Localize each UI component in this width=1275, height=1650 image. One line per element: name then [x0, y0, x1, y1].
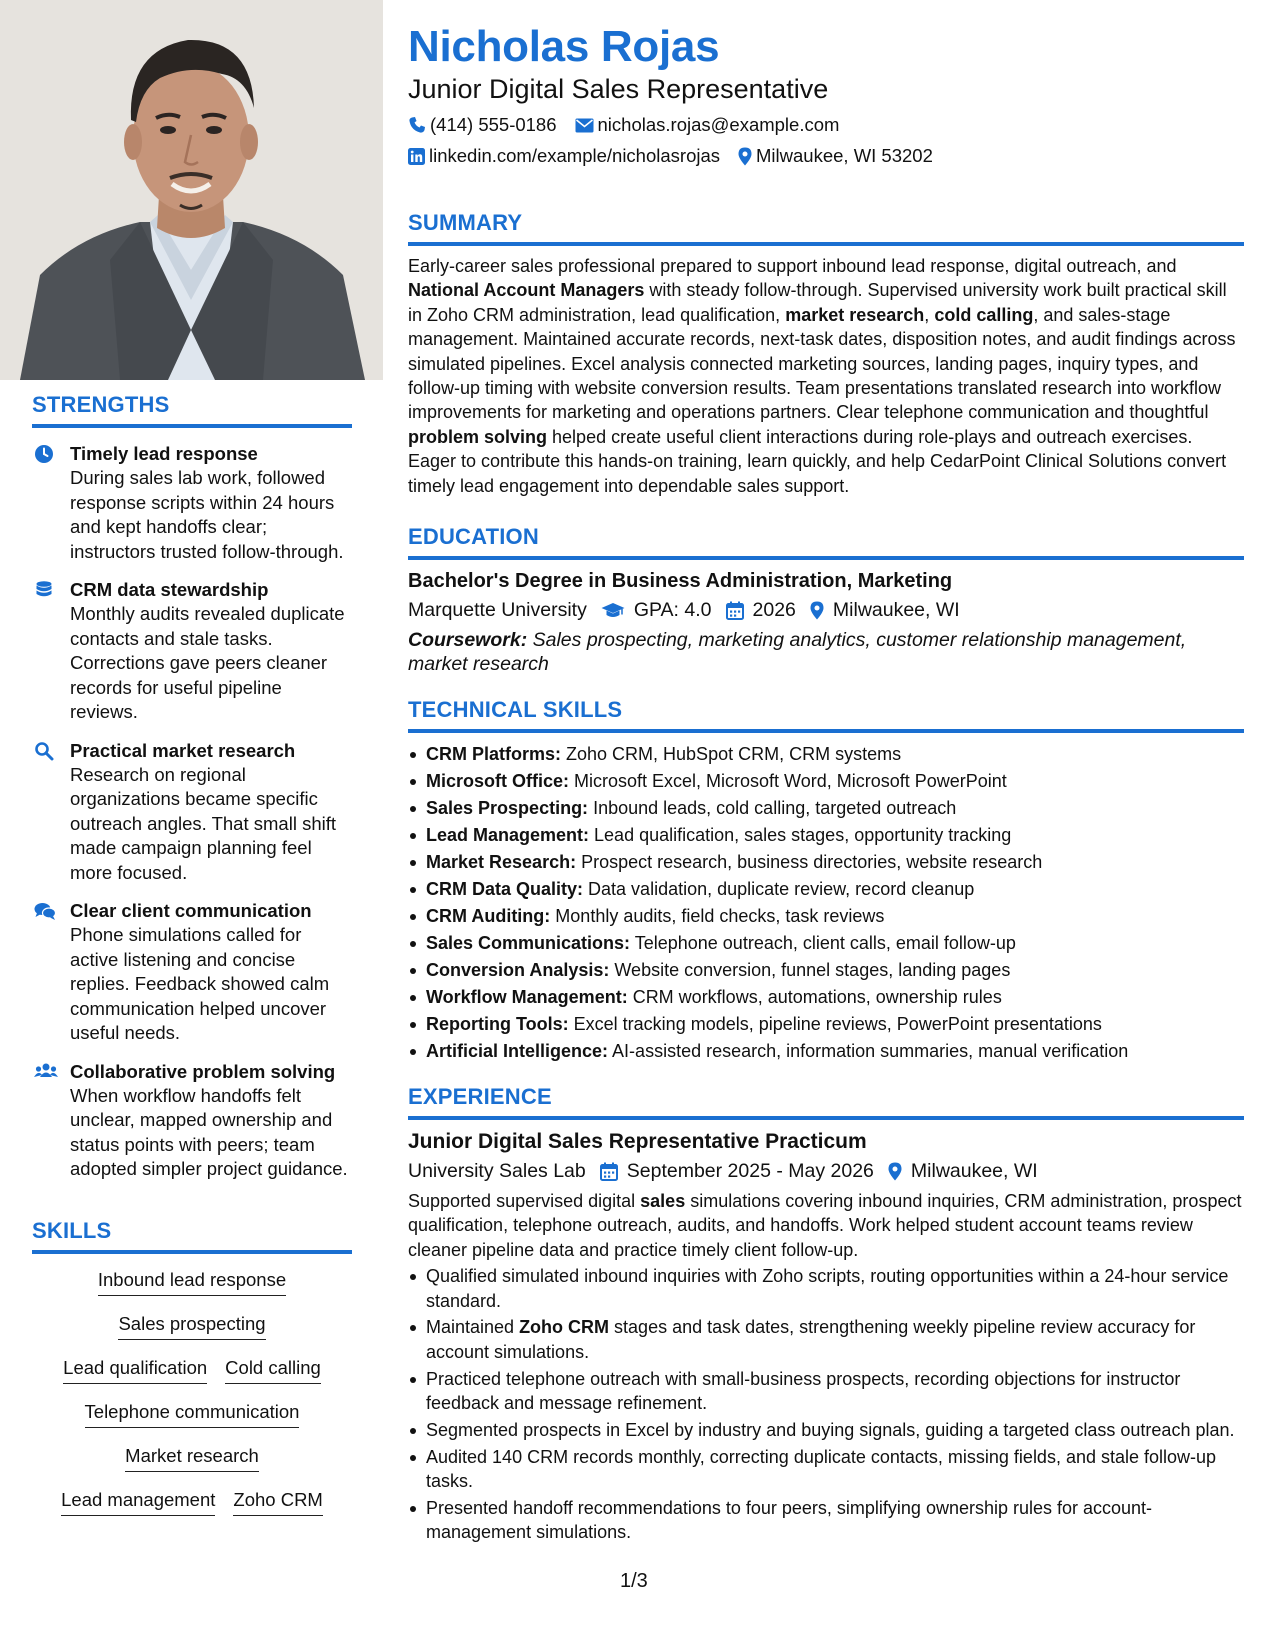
candidate-name: Nicholas Rojas — [408, 22, 720, 71]
technical-skill-item: Reporting Tools: Excel tracking models, pipeline reviews, PowerPoint presentations — [408, 1011, 1244, 1038]
location-text: Milwaukee, WI 53202 — [756, 145, 933, 166]
map-pin-icon — [738, 147, 752, 166]
strengths-section — [32, 392, 352, 1182]
technical-skills-heading: TECHNICAL SKILLS — [408, 697, 1244, 733]
contact-row — [408, 145, 951, 167]
job-bullet: Audited 140 CRM records monthly, correcting duplicate contacts, missing fields, and stale follow-up tasks. — [408, 1445, 1244, 1494]
job-dates — [600, 1160, 874, 1183]
job-description: Supported supervised digital sales simulations covering inbound inquiries, CRM administration, prospect qualification, telephone outreach, audits, and handoffs. Work helped student account teams review cleaner pipeline data and practice timely client follow-up. — [408, 1191, 1242, 1260]
email-address: nicholas.rojas@example.com — [597, 114, 840, 135]
strength-title: Timely lead response — [70, 443, 258, 464]
organization-name: University Sales Lab — [408, 1160, 586, 1182]
experience-section — [408, 1084, 1244, 1547]
summary-heading: SUMMARY — [408, 210, 1244, 246]
year-item — [726, 599, 796, 622]
map-pin-icon — [888, 1162, 902, 1181]
location-contact — [738, 145, 933, 167]
strength-item — [32, 578, 352, 725]
technical-skills-list — [408, 741, 1244, 1065]
technical-skill-item: Microsoft Office: Microsoft Excel, Microsoft Word, Microsoft PowerPoint — [408, 768, 1244, 795]
job-location-text: Milwaukee, WI — [910, 1160, 1038, 1182]
strength-item — [32, 739, 352, 886]
users-icon — [34, 1062, 54, 1082]
technical-skill-item: CRM Auditing: Monthly audits, field checks, task reviews — [408, 903, 1244, 930]
contact-row — [408, 114, 857, 136]
education-meta — [408, 599, 1244, 622]
skill-tag: Lead qualification — [63, 1356, 207, 1384]
comments-icon — [34, 901, 54, 921]
profile-photo — [0, 0, 383, 380]
strength-title: Clear client communication — [70, 900, 312, 921]
strength-item — [32, 1060, 352, 1182]
strength-title: CRM data stewardship — [70, 579, 269, 600]
skill-tags — [32, 1268, 352, 1516]
skill-row — [32, 1444, 352, 1472]
graduation-cap-icon — [601, 602, 625, 620]
job-bullet: Segmented prospects in Excel by industry and buying signals, guiding a targeted class outreach plan. — [408, 1418, 1244, 1442]
job-bullets — [408, 1264, 1244, 1544]
job-meta — [408, 1160, 1244, 1183]
skill-tag: Lead management — [61, 1488, 215, 1516]
envelope-icon — [575, 118, 594, 133]
job-location — [888, 1160, 1038, 1183]
strength-title: Practical market research — [70, 739, 296, 761]
skill-row — [32, 1356, 352, 1384]
strength-description: During sales lab work, followed response scripts within 24 hours and kept handoffs clear; instructors trusted follow-through. — [70, 467, 344, 562]
strength-description: Monthly audits revealed duplicate contacts and stale tasks. Corrections gave peers cleaner records for useful pipeline reviews. — [70, 603, 345, 722]
calendar-icon — [726, 601, 744, 620]
skill-tag: Inbound lead response — [98, 1268, 286, 1296]
linkedin-icon — [408, 148, 425, 165]
linkedin-contact[interactable] — [408, 145, 720, 167]
skill-tag: Cold calling — [225, 1356, 321, 1384]
education-location-text: Milwaukee, WI — [832, 599, 960, 621]
clock-icon — [34, 444, 54, 464]
degree-title: Bachelor's Degree in Business Administration, Marketing — [408, 570, 953, 592]
technical-skill-item: Conversion Analysis: Website conversion, funnel stages, landing pages — [408, 957, 1244, 984]
job-dates-text: September 2025 - May 2026 — [626, 1160, 874, 1182]
school-name: Marquette University — [408, 599, 587, 621]
gpa-item — [601, 599, 712, 622]
summary-text: Early-career sales professional prepared to support inbound lead response, digital outreach, and National Account Managers with steady follow-through. Supervised university work built practical skill in Zoho CRM administration, lead qualification, market research, cold calling, and sales-stage management. Maintained accurate records, next-task dates, disposition notes, and audit findings across simulated pipelines. Excel analysis connected marketing sources, landing pages, inquiry types, and follow-up timing with website conversion results. Team presentations translated research into workflow improvements for marketing and operations partners. Clear telephone communication and thoughtful problem solving helped create useful client interactions during role-plays and outreach exercises. Eager to contribute this hands-on training, learn quickly, and help CedarPoint Clinical Solutions convert timely lead engagement into dependable sales support. — [408, 256, 1236, 496]
strength-item — [32, 899, 352, 1046]
strength-description: When workflow handoffs felt unclear, mapped ownership and status points with peers; team adopted simpler project guidance. — [70, 1084, 348, 1179]
phone-contact[interactable] — [408, 114, 557, 136]
strength-description: Phone simulations called for active listening and concise replies. Feedback showed calm communication helped uncover useful needs. — [70, 924, 330, 1043]
search-icon — [34, 741, 54, 761]
summary-section — [408, 210, 1244, 498]
skill-tag: Telephone communication — [85, 1400, 300, 1428]
technical-skill-item: Sales Communications: Telephone outreach, client calls, email follow-up — [408, 930, 1244, 957]
coursework: Coursework: Sales prospecting, marketing analytics, customer relationship management, market research — [408, 629, 1187, 675]
education-heading: EDUCATION — [408, 524, 1244, 560]
job-bullet: Practiced telephone outreach with small-business prospects, recording objections for instructor feedback and message refinement. — [408, 1367, 1244, 1416]
technical-skill-item: Lead Management: Lead qualification, sales stages, opportunity tracking — [408, 822, 1244, 849]
technical-skill-item: Artificial Intelligence: AI-assisted research, information summaries, manual verification — [408, 1038, 1244, 1065]
graduation-year: 2026 — [752, 599, 796, 621]
calendar-icon — [600, 1162, 618, 1181]
strength-title: Collaborative problem solving — [70, 1060, 336, 1082]
skill-tag: Market research — [125, 1444, 259, 1472]
job-title: Junior Digital Sales Representative Practicum — [408, 1130, 867, 1153]
technical-skill-item: Sales Prospecting: Inbound leads, cold calling, targeted outreach — [408, 795, 1244, 822]
education-location — [810, 599, 960, 622]
technical-skill-item: CRM Platforms: Zoho CRM, HubSpot CRM, CRM systems — [408, 741, 1244, 768]
technical-skill-item: Workflow Management: CRM workflows, automations, ownership rules — [408, 984, 1244, 1011]
skills-section — [32, 1218, 352, 1532]
skill-row — [32, 1312, 352, 1340]
job-bullet: Presented handoff recommendations to four peers, simplifying ownership rules for account-management simulations. — [408, 1496, 1244, 1545]
strength-description: Research on regional organizations became specific outreach angles. That small shift made campaign planning feel more focused. — [70, 763, 336, 883]
linkedin-url: linkedin.com/example/nicholasrojas — [429, 145, 721, 166]
experience-heading: EXPERIENCE — [408, 1084, 1244, 1120]
candidate-title: Junior Digital Sales Representative — [408, 74, 829, 104]
job-bullet: Qualified simulated inbound inquiries with Zoho scripts, routing opportunities within a 24-hour service standard. — [408, 1264, 1244, 1313]
job-bullet: Maintained Zoho CRM stages and task dates, strengthening weekly pipeline review accuracy for account simulations. — [408, 1315, 1244, 1364]
skills-heading: SKILLS — [32, 1218, 352, 1254]
skill-tag: Sales prospecting — [118, 1312, 265, 1340]
page-number: 1/3 — [620, 1570, 648, 1592]
technical-skill-item: Market Research: Prospect research, business directories, website research — [408, 849, 1244, 876]
gpa-text: GPA: 4.0 — [633, 599, 712, 621]
phone-icon — [408, 116, 426, 134]
skill-row — [32, 1400, 352, 1428]
map-pin-icon — [810, 601, 824, 620]
skill-row — [32, 1488, 352, 1516]
skill-row — [32, 1268, 352, 1296]
strengths-heading: STRENGTHS — [32, 392, 352, 428]
sidebar — [0, 0, 383, 1650]
technical-skill-item: CRM Data Quality: Data validation, duplicate review, record cleanup — [408, 876, 1244, 903]
technical-skills-section — [408, 697, 1244, 1065]
database-icon — [34, 580, 54, 600]
email-contact[interactable] — [575, 114, 840, 136]
phone-number: (414) 555-0186 — [430, 114, 557, 135]
skill-tag: Zoho CRM — [233, 1488, 322, 1516]
education-section — [408, 524, 1244, 676]
strength-item — [32, 442, 352, 564]
